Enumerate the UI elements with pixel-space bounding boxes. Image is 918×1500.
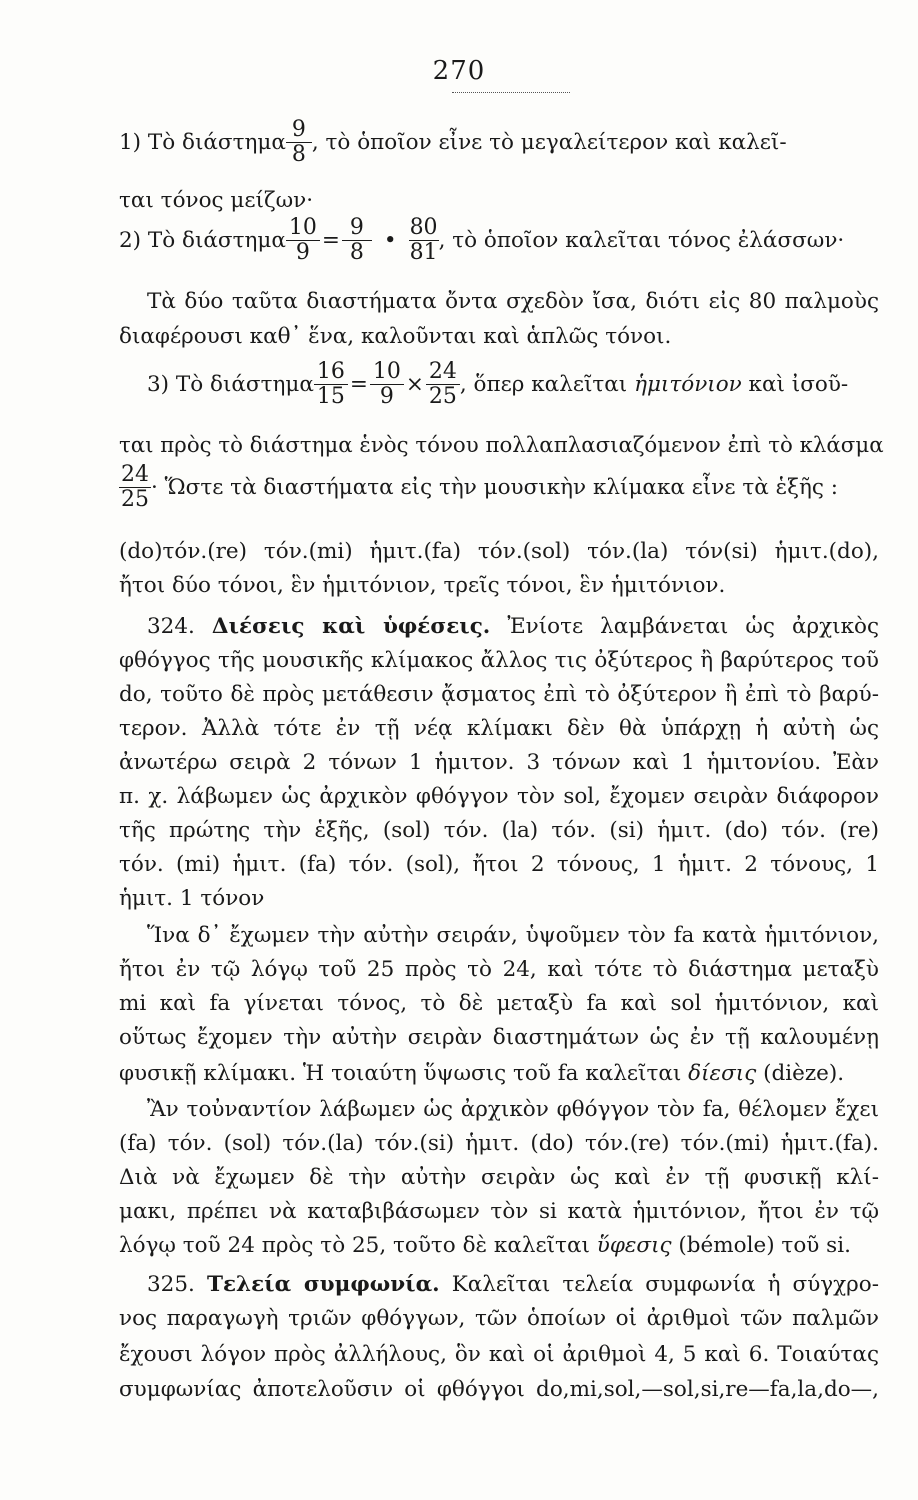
text-line-7: ται πρὸς τὸ διάστημα ἑνὸς τόνου πολλαπλασιαζόμενον ἐπὶ τὸ κλάσμα bbox=[119, 433, 884, 458]
text-line-28: μακι, πρέπει νὰ καταβιβάσωμεν τὸν si κατὰ ἡμιτόνιον, ἤτοι ἐν τῷ bbox=[119, 1199, 879, 1224]
fraction bbox=[342, 216, 372, 265]
text-line-8 bbox=[119, 463, 838, 512]
text-line-19: ἡμιτ. 1 τόνον bbox=[119, 886, 265, 911]
text-line-13: do, τοῦτο δὲ πρὸς μετάθεσιν ᾄσματος ἐπὶ τὸ ὀξύτερον ἢ ἐπὶ τὸ βαρύ- bbox=[119, 682, 879, 707]
line-text: , τὸ ὁποῖον καλεῖται τόνος ἐλάσσων· bbox=[438, 228, 845, 253]
fraction-denominator: 15 bbox=[316, 384, 345, 409]
line-text: λόγῳ τοῦ 24 πρὸς τὸ 25, τοῦτο δὲ καλεῖται bbox=[119, 1233, 597, 1258]
fraction bbox=[426, 360, 460, 409]
page-number: 270 bbox=[432, 56, 486, 86]
line-text: (bémole) τοῦ si. bbox=[671, 1233, 851, 1258]
line-text: · Ὥστε τὰ διαστήματα εἰς τὴν μουσικὴν κλίμακα εἶνε τὰ ἑξῆς : bbox=[151, 475, 838, 500]
section-325-line bbox=[147, 1270, 879, 1300]
line-text: (dièze). bbox=[756, 1061, 845, 1086]
line-text: Καλεῖται τελεία συμφωνία ἡ σύγχρο- bbox=[439, 1272, 879, 1297]
section-number: 325. bbox=[147, 1272, 195, 1297]
line-text: , τὸ ὁποῖον εἶνε τὸ μεγαλείτερον καὶ καλεῖ- bbox=[311, 130, 787, 155]
section-324-line bbox=[147, 612, 879, 642]
fraction-denominator: 8 bbox=[349, 240, 364, 265]
fraction-numerator: 9 bbox=[291, 117, 306, 142]
section-heading: Τελεία συμφωνία. bbox=[206, 1272, 440, 1297]
equals-sign: = bbox=[349, 372, 368, 397]
fraction bbox=[314, 360, 348, 409]
text-line-2: ται τόνος μείζων· bbox=[119, 188, 314, 213]
line-text: , ὅπερ καλεῖται bbox=[459, 372, 635, 397]
italic-term: ὕφεσις bbox=[596, 1233, 672, 1258]
fraction bbox=[119, 463, 151, 512]
text-line-16: π. χ. λάβωμεν ὡς ἀρχικὸν φθόγγον τὸν sol, ἔχομεν σειρὰν διάφορον bbox=[119, 784, 879, 809]
text-line-18: τόν. (mi) ἡμιτ. (fa) τόν. (sol), ἤτοι 2 τόνους, 1 ἡμιτ. 2 τόνους, 1 bbox=[119, 852, 879, 877]
line-text: καὶ ἰσοῦ- bbox=[741, 372, 849, 397]
text-line-24 bbox=[119, 1059, 879, 1089]
text-line-3 bbox=[119, 216, 844, 265]
equals-sign: = bbox=[321, 228, 340, 253]
fraction-denominator: 9 bbox=[295, 240, 310, 265]
fraction bbox=[286, 118, 312, 167]
text-line-10: ἤτοι δύο τόνοι, ἓν ἡμιτόνιον, τρεῖς τόνοι, ἓν ἡμιτόνιον. bbox=[119, 573, 726, 598]
text-line-27: Διὰ νὰ ἔχωμεν δὲ τὴν αὐτὴν σειρὰν ὡς καὶ ἐν τῇ φυσικῇ κλί- bbox=[119, 1165, 879, 1190]
fraction bbox=[370, 360, 404, 409]
text-line-9: (do)τόν.(re) τόν.(mi) ἡμιτ.(fa) τόν.(sol) τόν.(la) τόν(si) ἡμιτ.(do), bbox=[119, 539, 879, 564]
text-line-15: ἀνωτέρω σειρὰ 2 τόνων 1 ἡμιτον. 3 τόνων καὶ 1 ἡμιτονίου. Ἐὰν bbox=[119, 750, 879, 775]
fraction-numerator: 24 bbox=[121, 462, 149, 487]
fraction-numerator: 9 bbox=[349, 215, 364, 240]
text-line-17: τῆς πρώτης τὴν ἑξῆς, (sol) τόν. (la) τόν. (si) ἡμιτ. (do) τόν. (re) bbox=[119, 818, 879, 843]
text-line-21: ἤτοι ἐν τῷ λόγῳ τοῦ 25 πρὸς τὸ 24, καὶ τότε τὸ διάστημα μεταξὺ bbox=[119, 957, 879, 982]
text-line-31: νος παραγωγὴ τριῶν φθόγγων, τῶν ὁποίων οἱ ἀριθμοὶ τῶν παλμῶν bbox=[119, 1306, 879, 1331]
line-text: Ἐνίοτε λαμβάνεται ὡς ἀρχικὸς bbox=[490, 614, 879, 639]
fraction-numerator: 24 bbox=[428, 359, 457, 384]
text-line-14: τερον. Ἀλλὰ τότε ἐν τῇ νέᾳ κλίμακι δὲν θὰ ὑπάρχῃ ἡ αὐτὴ ὡς bbox=[119, 716, 879, 741]
line-text: 2) Τὸ διάστημα bbox=[119, 228, 286, 253]
text-line-1 bbox=[119, 118, 787, 167]
text-line-32: ἔχουσι λόγον πρὸς ἀλλήλους, ὃν καὶ οἱ ἀριθμοὶ 4, 5 καὶ 6. Τοιαύτας bbox=[119, 1342, 879, 1367]
text-line-4: Τὰ δύο ταῦτα διαστήματα ὄντα σχεδὸν ἴσα, διότι εἰς 80 παλμοὺς bbox=[147, 289, 879, 314]
fraction-denominator: 25 bbox=[121, 487, 149, 512]
fraction-numerator: 10 bbox=[372, 359, 401, 384]
fraction-denominator: 25 bbox=[428, 384, 457, 409]
fraction-denominator: 9 bbox=[379, 384, 394, 409]
line-text: φυσικῇ κλίμακι. Ἡ τοιαύτη ὕψωσις τοῦ fa καλεῖται bbox=[119, 1061, 689, 1086]
text-line-29 bbox=[119, 1231, 879, 1261]
line-text: 3) Τὸ διάστημα bbox=[147, 372, 314, 397]
fraction-numerator: 10 bbox=[288, 215, 317, 240]
fraction bbox=[286, 216, 320, 265]
fraction-denominator: 81 bbox=[409, 240, 438, 265]
text-line-23: οὕτως ἔχομεν τὴν αὐτὴν σειρὰν διαστημάτων ὡς ἐν τῇ καλουμένῃ bbox=[119, 1025, 879, 1050]
line-text: 1) Τὸ διάστημα bbox=[119, 130, 286, 155]
header-rule bbox=[452, 92, 570, 93]
italic-term: ἡμιτόνιον bbox=[634, 372, 742, 397]
text-line-26: (fa) τόν. (sol) τόν.(la) τόν.(si) ἡμιτ. (do) τόν.(re) τόν.(mi) ἡμιτ.(fa). bbox=[119, 1131, 879, 1156]
text-line-6 bbox=[147, 360, 848, 409]
italic-term: δίεσις bbox=[688, 1061, 757, 1086]
section-number: 324. bbox=[147, 614, 195, 639]
dot-sign: • bbox=[383, 228, 397, 253]
fraction-numerator: 16 bbox=[316, 359, 345, 384]
text-line-12: φθόγγος τῆς μουσικῆς κλίμακος ἄλλος τις ὀξύτερος ἢ βαρύτερος τοῦ bbox=[119, 648, 879, 673]
text-line-20: Ἵνα δ᾽ ἔχωμεν τὴν αὐτὴν σειράν, ὑψοῦμεν τὸν fa κατὰ ἡμιτόνιον, bbox=[147, 923, 879, 948]
text-line-5: διαφέρουσι καθ᾽ ἕνα, καλοῦνται καὶ ἁπλῶς τόνοι. bbox=[119, 324, 672, 349]
times-sign: × bbox=[405, 372, 424, 397]
text-line-22: mi καὶ fa γίνεται τόνος, τὸ δὲ μεταξὺ fa καὶ sol ἡμιτόνιον, καὶ bbox=[119, 991, 879, 1016]
fraction bbox=[409, 216, 439, 265]
text-line-25: Ἂν τοὐναντίον λάβωμεν ὡς ἀρχικὸν φθόγγον τὸν fa, θέλομεν ἔχει bbox=[147, 1097, 879, 1122]
section-heading: Διέσεις καὶ ὑφέσεις. bbox=[211, 614, 491, 639]
fraction-numerator: 80 bbox=[409, 215, 438, 240]
fraction-denominator: 8 bbox=[291, 142, 306, 167]
text-line-33: συμφωνίας ἀποτελοῦσιν οἱ φθόγγοι do,mi,sol,—sol,si,re—fa,la,do—, bbox=[119, 1377, 879, 1402]
